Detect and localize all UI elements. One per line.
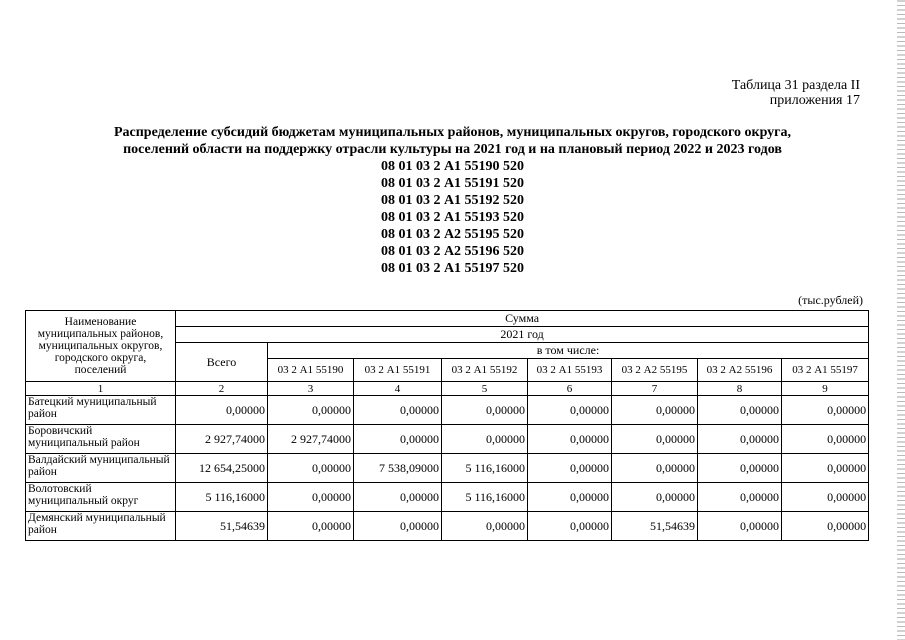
cell-value: 0,00000 [442, 396, 528, 425]
cell-value: 0,00000 [612, 454, 698, 483]
cell-value: 0,00000 [268, 512, 354, 541]
column-number: 4 [354, 382, 442, 396]
budget-code: 08 01 03 2 А2 55195 520 [380, 227, 525, 242]
cell-value: 0,00000 [612, 396, 698, 425]
cell-value: 0,00000 [268, 454, 354, 483]
cell-value: 0,00000 [442, 512, 528, 541]
cell-value: 0,00000 [528, 483, 612, 512]
budget-code: 08 01 03 2 А1 55191 520 [380, 176, 525, 191]
budget-code: 08 01 03 2 А2 55196 520 [380, 244, 525, 259]
cell-value: 0,00000 [354, 483, 442, 512]
cell-value: 2 927,74000 [268, 425, 354, 454]
cell-value: 7 538,09000 [354, 454, 442, 483]
subsidy-table [25, 310, 869, 541]
code-column-header: 03 2 А1 55192 [442, 359, 528, 382]
column-number: 1 [26, 382, 176, 396]
total-header: Всего [176, 343, 268, 382]
municipality-name: Демянский муниципальный район [26, 512, 176, 541]
cell-value: 0,00000 [354, 512, 442, 541]
budget-code: 08 01 03 2 А1 55197 520 [380, 261, 525, 276]
cell-value: 0,00000 [528, 512, 612, 541]
total-value: 0,00000 [176, 396, 268, 425]
cell-value: 0,00000 [698, 512, 782, 541]
cell-value: 0,00000 [612, 483, 698, 512]
year-header: 2021 год [176, 327, 869, 343]
budget-code: 08 01 03 2 А1 55193 520 [380, 210, 525, 225]
column-number: 2 [176, 382, 268, 396]
cell-value: 0,00000 [782, 396, 869, 425]
name-column-header: Наименование муниципальных районов, муниципальных округов, городского округа, поселений [26, 311, 176, 382]
total-value: 12 654,25000 [176, 454, 268, 483]
code-column-header: 03 2 А2 55195 [612, 359, 698, 382]
caption-line-1: Таблица 31 раздела II [731, 78, 860, 93]
cell-value: 0,00000 [268, 483, 354, 512]
column-number: 3 [268, 382, 354, 396]
cell-value: 0,00000 [528, 396, 612, 425]
sum-header: Сумма [176, 311, 869, 327]
cell-value: 0,00000 [782, 512, 869, 541]
column-number-row [26, 382, 869, 396]
cell-value: 0,00000 [354, 425, 442, 454]
cell-value: 51,54639 [612, 512, 698, 541]
cell-value: 0,00000 [782, 425, 869, 454]
cell-value: 0,00000 [354, 396, 442, 425]
cell-value: 0,00000 [698, 425, 782, 454]
caption-line-2: приложения 17 [769, 93, 860, 108]
code-column-header: 03 2 А1 55197 [782, 359, 869, 382]
units-label: (тыс.рублей) [798, 293, 863, 307]
cell-value: 0,00000 [528, 425, 612, 454]
cell-value: 0,00000 [698, 454, 782, 483]
code-column-header: 03 2 А1 55190 [268, 359, 354, 382]
cell-value: 0,00000 [698, 483, 782, 512]
municipality-name: Батецкий муниципальный район [26, 396, 176, 425]
table-row [26, 454, 869, 483]
table-row [26, 396, 869, 425]
cell-value: 0,00000 [528, 454, 612, 483]
municipality-name: Волотовский муниципальный округ [26, 483, 176, 512]
cell-value: 0,00000 [782, 483, 869, 512]
including-header: в том числе: [268, 343, 869, 359]
code-column-header: 03 2 А2 55196 [698, 359, 782, 382]
municipality-name: Боровичский муниципальный район [26, 425, 176, 454]
budget-code: 08 01 03 2 А1 55192 520 [380, 193, 525, 208]
total-value: 51,54639 [176, 512, 268, 541]
code-column-header: 03 2 А1 55191 [354, 359, 442, 382]
table-row [26, 483, 869, 512]
column-number: 8 [698, 382, 782, 396]
column-number: 7 [612, 382, 698, 396]
document-title [0, 124, 905, 277]
column-number: 6 [528, 382, 612, 396]
title-line-2: поселений области на поддержку отрасли культуры на 2021 год и на плановый период 2022 и 2023 годов [123, 142, 782, 157]
code-column-header: 03 2 А1 55193 [528, 359, 612, 382]
scan-edge-artifact [897, 0, 905, 640]
cell-value: 0,00000 [268, 396, 354, 425]
cell-value: 5 116,16000 [442, 454, 528, 483]
total-value: 5 116,16000 [176, 483, 268, 512]
cell-value: 0,00000 [612, 425, 698, 454]
title-line-1: Распределение субсидий бюджетам муниципальных районов, муниципальных округов, городского округа, [113, 125, 792, 140]
column-number: 9 [782, 382, 869, 396]
total-value: 2 927,74000 [176, 425, 268, 454]
column-number: 5 [442, 382, 528, 396]
table-caption [732, 78, 860, 108]
budget-code: 08 01 03 2 А1 55190 520 [380, 159, 525, 174]
cell-value: 0,00000 [442, 425, 528, 454]
table-row [26, 425, 869, 454]
cell-value: 5 116,16000 [442, 483, 528, 512]
table-row [26, 512, 869, 541]
cell-value: 0,00000 [782, 454, 869, 483]
municipality-name: Валдайский муниципальный район [26, 454, 176, 483]
cell-value: 0,00000 [698, 396, 782, 425]
